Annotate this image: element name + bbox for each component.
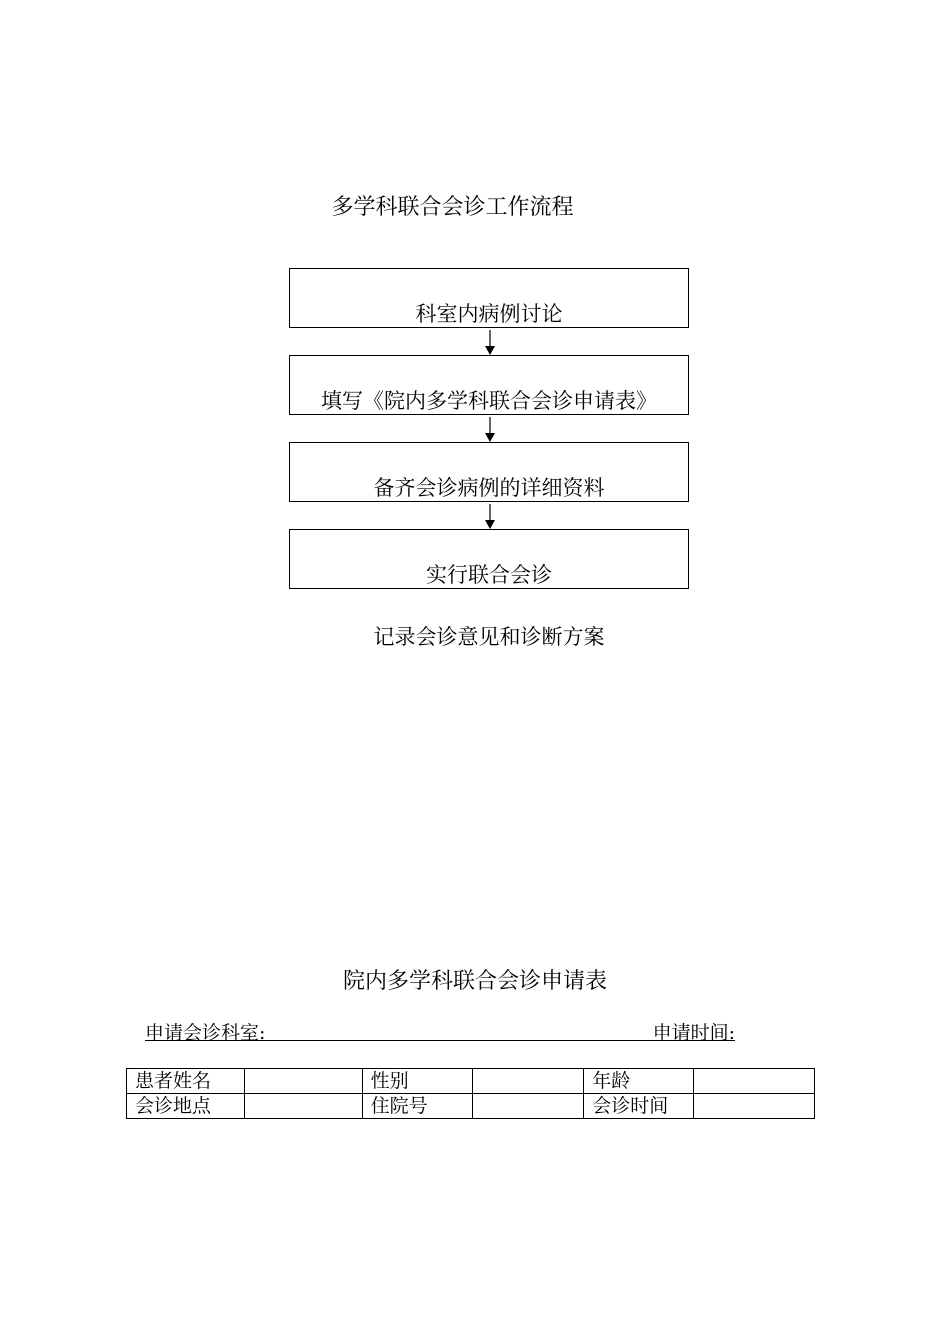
age-label: 年龄 (584, 1069, 694, 1094)
age-field[interactable] (694, 1069, 815, 1094)
gender-field[interactable] (473, 1069, 584, 1094)
patient-name-label: 患者姓名 (127, 1069, 245, 1094)
flow-step-2-label: 填写《院内多学科联合会诊申请表》 (321, 389, 657, 413)
consult-location-field[interactable] (244, 1094, 362, 1119)
patient-name-field[interactable] (244, 1069, 362, 1094)
gender-label: 性别 (362, 1069, 473, 1094)
table-row (127, 1069, 815, 1094)
flow-final-note: 记录会诊意见和诊断方案 (373, 625, 605, 649)
patient-info-table (126, 1068, 815, 1119)
table-row (127, 1094, 815, 1119)
admission-number-field[interactable] (473, 1094, 584, 1119)
flow-step-1 (289, 268, 689, 328)
flow-step-3 (289, 442, 689, 502)
consult-time-field[interactable] (694, 1094, 815, 1119)
flowchart-title: 多学科联合会诊工作流程 (331, 195, 574, 220)
admission-number-label: 住院号 (362, 1094, 473, 1119)
apply-info-line (145, 1018, 735, 1044)
consult-time-label: 会诊时间 (584, 1094, 694, 1119)
flow-step-4 (289, 529, 689, 589)
arrow-down-icon (484, 504, 496, 530)
flow-step-2 (289, 355, 689, 415)
form-title: 院内多学科联合会诊申请表 (342, 969, 607, 994)
flow-step-4-label: 实行联合会诊 (426, 563, 552, 587)
arrow-down-icon (484, 417, 496, 443)
flow-step-3-label: 备齐会诊病例的详细资料 (373, 476, 605, 500)
apply-time-label: 申请时间: (652, 1022, 735, 1044)
flow-step-1-label: 科室内病例讨论 (415, 302, 563, 326)
consult-location-label: 会诊地点 (127, 1094, 245, 1119)
arrow-down-icon (484, 330, 496, 356)
apply-dept-label: 申请会诊科室: (145, 1022, 266, 1044)
